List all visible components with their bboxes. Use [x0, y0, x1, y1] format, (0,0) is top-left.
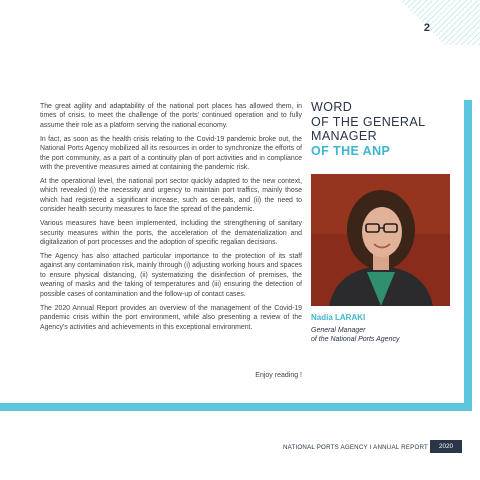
heading-line: MANAGER: [311, 129, 378, 143]
signoff-text: Enjoy reading !: [255, 372, 302, 379]
body-paragraph: At the operational level, the national port sector quickly adapted to the new context, which revealed (i) the necessity and urgency to maintain port traffics, mainly those which had registered a significant increase, such as cereals, and (ii) the need to consider health security measures to face the spread of the pandemic.: [40, 178, 302, 214]
body-paragraph: The great agility and adaptability of the national port places has allowed them, in times of crisis, to meet the challenge of the ports’ continued operation and to fully assume their role as a platform serving the national economy.: [40, 103, 302, 129]
body-paragraph: Various measures have been implemented, including the strengthening of sanitary security measures within the ports, the acceleration of the dematerialization and digitalization of port processes and the adoption of specific regalian decisions.: [40, 220, 302, 247]
footer-year-badge: 2020: [430, 440, 462, 453]
heading-line-accent: OF THE ANP: [311, 143, 391, 158]
body-paragraph: The Agency has also attached particular importance to the protection of its staff against any contamination risk, mainly through (i) adjusting working hours and spaces to ensure physical distancing, (ii) systematizing the disinfection of premises, the wearing of masks and the taking of temperatures and (iii) ensuring the detection of possible cases of contamination and the follow-up of contact cases.: [40, 253, 302, 298]
signatory-name: Nadia LARAKI: [311, 313, 366, 322]
body-paragraph: The 2020 Annual Report provides an overview of the management of the Covid-19 pandemic crisis within the port environment, while also presenting a review of the Agency's activities and achievements in this exceptional environment.: [40, 304, 302, 331]
page-number: 2: [423, 22, 430, 34]
signatory-role-line: General Manager: [311, 327, 366, 334]
body-paragraph: In fact, as soon as the health crisis relating to the Covid-19 pandemic broke out, the National Ports Agency mobilized all its resources in order to synchronize the efforts of the port community, as a part of a continuity plan of port activities and in compliance with the preventive measures aimed at containing the pandemic risk.: [40, 135, 302, 172]
signatory-role-line: of the National Ports Agency: [311, 336, 400, 343]
heading-line: WORD: [311, 100, 353, 114]
heading-line: OF THE GENERAL: [311, 114, 426, 129]
footer-label: NATIONAL PORTS AGENCY I ANNUAL REPORT: [282, 444, 428, 451]
portrait-photo: [311, 174, 450, 306]
article-body: [40, 102, 302, 337]
signatory-role: [311, 326, 461, 344]
section-heading: [311, 100, 461, 158]
